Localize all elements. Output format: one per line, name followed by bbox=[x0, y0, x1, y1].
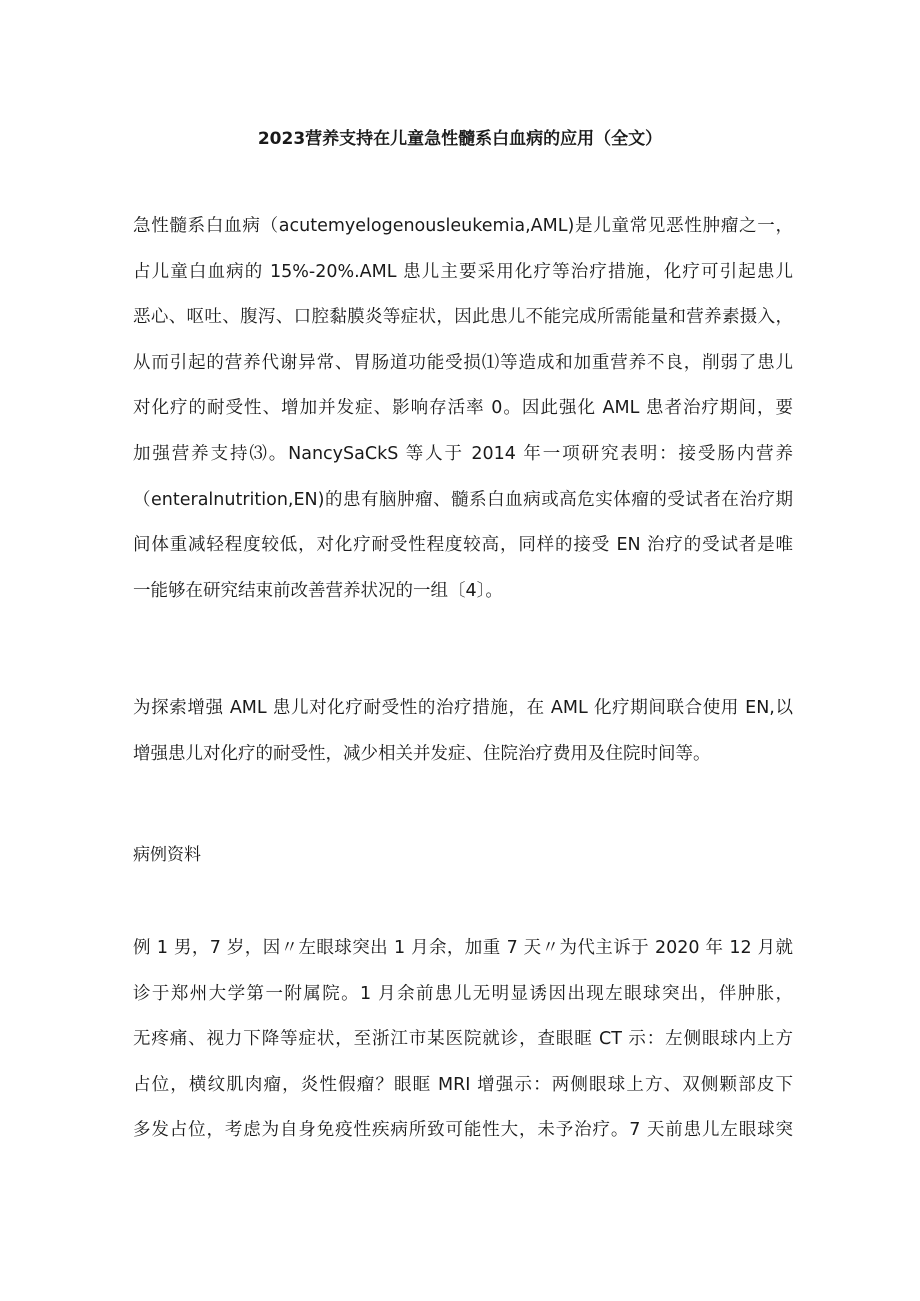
paragraph-line: 占位，横纹肌肉瘤，炎性假瘤？眼眶 MRI 增强示：两侧眼球上方、双侧颗部皮下 bbox=[133, 1074, 793, 1095]
paragraph-line: 增强患儿对化疗的耐受性，减少相关并发症、住院治疗费用及住院时间等。 bbox=[133, 743, 711, 764]
paragraph-line: 占儿童白血病的 15%-20%.AML 患儿主要采用化疗等治疗措施，化疗可引起患儿 bbox=[133, 261, 793, 282]
paragraph-line: 加强营养支持⑶。NancySaCkS 等人于 2014 年一项研究表明：接受肠内营养 bbox=[133, 443, 793, 464]
paragraph-line: 无疼痛、视力下降等症状，至浙江市某医院就诊，查眼眶 CT 示：左侧眼球内上方 bbox=[133, 1029, 793, 1050]
document-title: 2023营养支持在儿童急性髓系白血病的应用（全文） bbox=[257, 129, 663, 149]
paragraph-line: 诊于郑州大学第一附属院。1 月余前患儿无明显诱因出现左眼球突出，伴肿胀， bbox=[133, 983, 793, 1004]
paragraph-line: 从而引起的营养代谢异常、胃肠道功能受损⑴等造成和加重营养不良，削弱了患儿 bbox=[133, 352, 793, 373]
paragraph-purpose bbox=[133, 695, 793, 786]
paragraph-line: 恶心、呕吐、腹泻、口腔黏膜炎等症状，因此患儿不能完成所需能量和营养素摄入， bbox=[133, 307, 793, 328]
paragraph-case bbox=[133, 935, 793, 1163]
paragraph-line: 例 1 男，7 岁，因〃左眼球突出 1 月余，加重 7 天〃为代主诉于 2020 年 12 月就 bbox=[133, 938, 793, 958]
paragraph-line: （enteralnutrition,EN)的患有脑肿瘤、髓系白血病或高危实体瘤的受试者在治疗期 bbox=[133, 489, 793, 510]
paragraph-line: 一能够在研究结束前改善营养状况的一组〔4〕。 bbox=[133, 580, 503, 601]
paragraph-line: 急性髓系白血病（acutemyelogenousleukemia,AML)是儿童常见恶性肿瘤之一， bbox=[133, 216, 793, 236]
paragraph-line: 间体重减轻程度较低，对化疗耐受性程度较高，同样的接受 EN 治疗的受试者是唯 bbox=[133, 535, 793, 556]
paragraph-line: 多发占位，考虑为自身免疫性疾病所致可能性大，未予治疗。7 天前患儿左眼球突 bbox=[133, 1120, 793, 1141]
section-heading: 病例资料 bbox=[133, 845, 201, 865]
paragraph-intro bbox=[133, 213, 793, 623]
paragraph-line: 为探索增强 AML 患儿对化疗耐受性的治疗措施，在 AML 化疗期间联合使用 EN,以 bbox=[133, 698, 793, 718]
paragraph-line: 对化疗的耐受性、增加并发症、影响存活率 0。因此强化 AML 患者治疗期间，要 bbox=[133, 398, 793, 419]
